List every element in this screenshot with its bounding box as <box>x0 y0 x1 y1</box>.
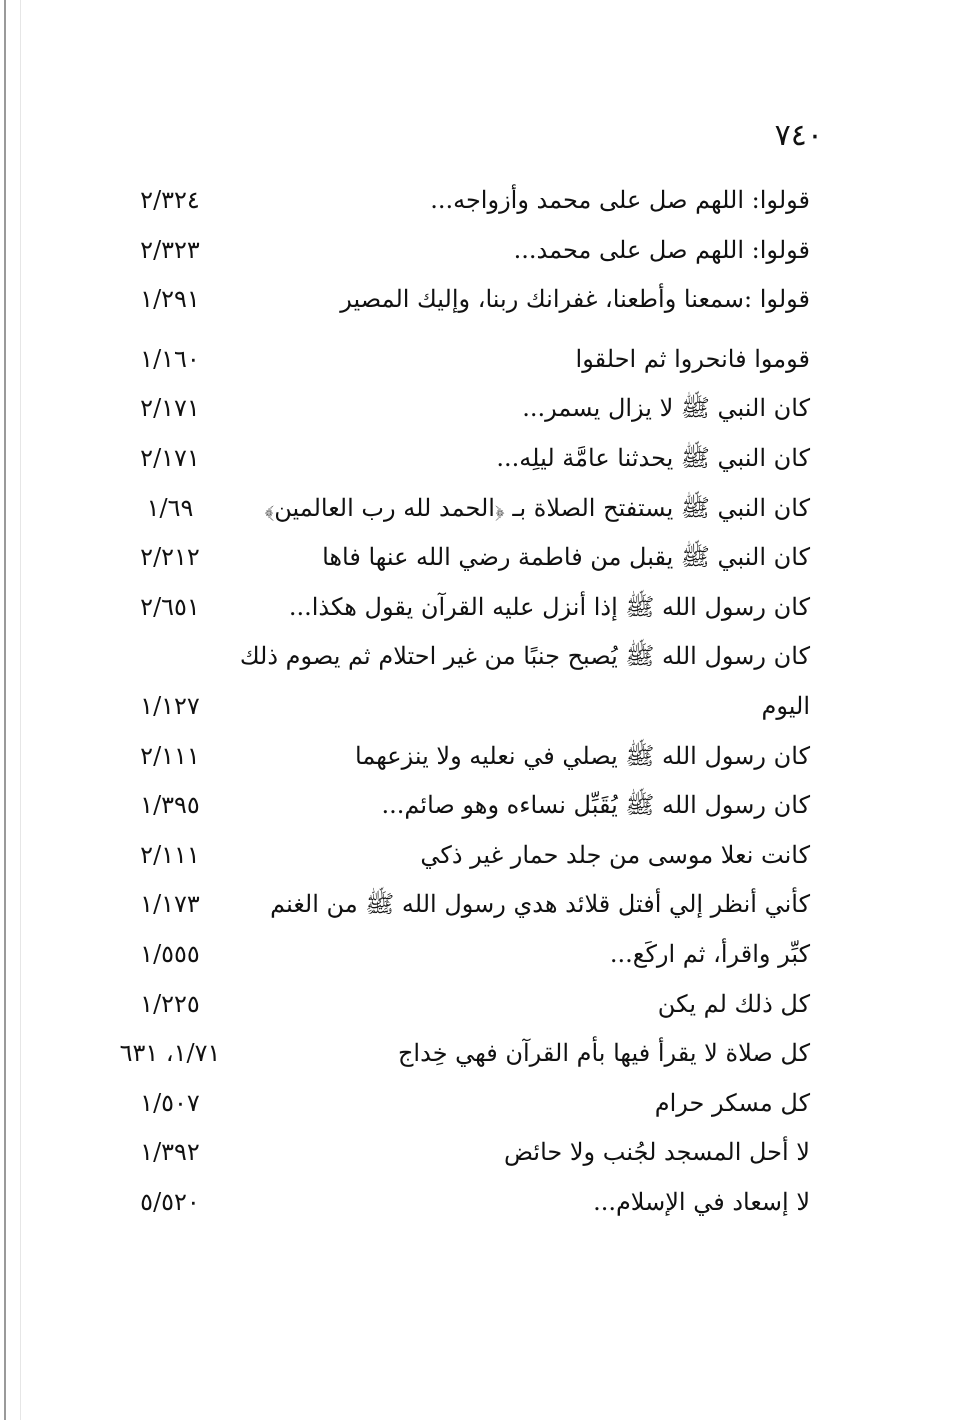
entry-reference: ١/٣٩٢ <box>140 1138 200 1167</box>
entry-text: قولوا :سمعنا وأطعنا، غفرانك ربنا، وإليك المصير <box>340 285 810 314</box>
entry-reference: ١/١٦٠ <box>140 344 200 373</box>
entry-reference: ٢/٣٢٤ <box>140 186 200 214</box>
entry-reference: ٢/١١١ <box>140 840 200 869</box>
entry-text: كان النبي ﷺ يستفتح الصلاة بـ ﴿الحمد لله رب العالمين﴾ <box>264 493 810 522</box>
index-entry <box>110 436 810 486</box>
entry-text: لا أحل المسجد لجُنب ولا حائض <box>504 1138 810 1167</box>
entry-reference: ٢/٣٢٣ <box>140 235 200 264</box>
scan-edge-shadow <box>20 0 21 1420</box>
entry-text: كل صلاة لا يقرأ فيها بأم القرآن فهي خِداج <box>397 1039 810 1068</box>
entry-reference: ٢/٦٥١ <box>140 592 200 621</box>
entry-text: كل مسكر حرام <box>654 1088 810 1117</box>
index-entry <box>110 486 810 536</box>
entry-reference: ٢/١١١ <box>140 741 200 770</box>
index-entry <box>110 585 810 635</box>
index-entry <box>110 178 810 228</box>
entry-text: كبِّر واقرأ، ثم اركَع... <box>609 939 810 968</box>
index-list <box>110 178 810 1229</box>
index-entry <box>110 684 810 734</box>
entry-reference: ١/١٢٧ <box>140 691 200 720</box>
scan-edge-line <box>4 0 6 1420</box>
index-entry <box>110 1130 810 1180</box>
entry-reference: ١/٢٢٥ <box>140 989 200 1018</box>
entry-text: كان رسول الله ﷺ يصلي في نعليه ولا ينزعهما <box>355 741 810 770</box>
index-entry <box>110 535 810 585</box>
index-entry <box>110 783 810 833</box>
entry-text: كان النبي ﷺ يقبل من فاطمة رضي الله عنها فاها <box>322 543 810 572</box>
entry-text: كان رسول الله ﷺ إذا أنزل عليه القرآن يقول هكذا... <box>288 592 810 621</box>
entry-reference: ١/٧١، ٦٣١ <box>119 1039 221 1068</box>
entry-text: قولوا: اللهم صل على محمد وأزواجه... <box>430 186 810 214</box>
index-entry <box>110 833 810 883</box>
entry-text: قوموا فانحروا ثم احلقوا <box>575 344 810 373</box>
entry-text: كان رسول الله ﷺ يُقَبِّل نساءه وهو صائم... <box>381 791 810 820</box>
entry-text: اليوم <box>761 691 810 720</box>
index-entry <box>110 932 810 982</box>
index-entry <box>110 1180 810 1230</box>
entry-reference: ١/٢٩١ <box>140 285 200 314</box>
index-entry <box>110 882 810 932</box>
entry-text: كان رسول الله ﷺ يُصبح جنبًا من غير احتلام ثم يصوم ذلك <box>239 642 810 671</box>
index-entry <box>110 734 810 784</box>
entry-reference: ٢/١٧١ <box>140 443 200 472</box>
entry-reference: ١/٥٠٧ <box>140 1088 200 1117</box>
entry-reference: ٢/١٧١ <box>140 394 200 423</box>
index-entry <box>110 1081 810 1131</box>
entry-text: كان النبي ﷺ يحدثنا عامَّة ليلِه... <box>496 443 810 472</box>
page-number: ٧٤٠ <box>774 118 823 153</box>
entry-text: كانت نعلا موسى من جلد حمار غير ذكي <box>420 840 810 869</box>
entry-reference: ٢/٢١٢ <box>140 543 200 572</box>
entry-reference: ٥/٥٢٠ <box>140 1187 200 1216</box>
entry-reference: ١/١٧٣ <box>140 890 200 919</box>
index-entry <box>110 1031 810 1081</box>
entry-text: كأني أنظر إلي أفتل قلائد هدي رسول الله ﷺ من الغنم <box>270 890 810 919</box>
index-entry <box>110 337 810 387</box>
index-entry <box>110 386 810 436</box>
entry-reference: ١/٥٥٥ <box>140 939 200 968</box>
entry-text: لا إسعاد في الإسلام... <box>593 1187 810 1216</box>
index-entry <box>110 634 810 684</box>
index-entry <box>110 228 810 278</box>
entry-reference: ١/٦٩ <box>146 493 194 522</box>
index-entry <box>110 277 810 327</box>
entry-text: كان النبي ﷺ لا يزال يسمر... <box>522 394 810 423</box>
index-entry <box>110 982 810 1032</box>
entry-reference: ١/٣٩٥ <box>140 791 200 820</box>
entry-text: كل ذلك لم يكن <box>657 989 810 1018</box>
entry-text: قولوا: اللهم صل على محمد... <box>513 235 810 264</box>
